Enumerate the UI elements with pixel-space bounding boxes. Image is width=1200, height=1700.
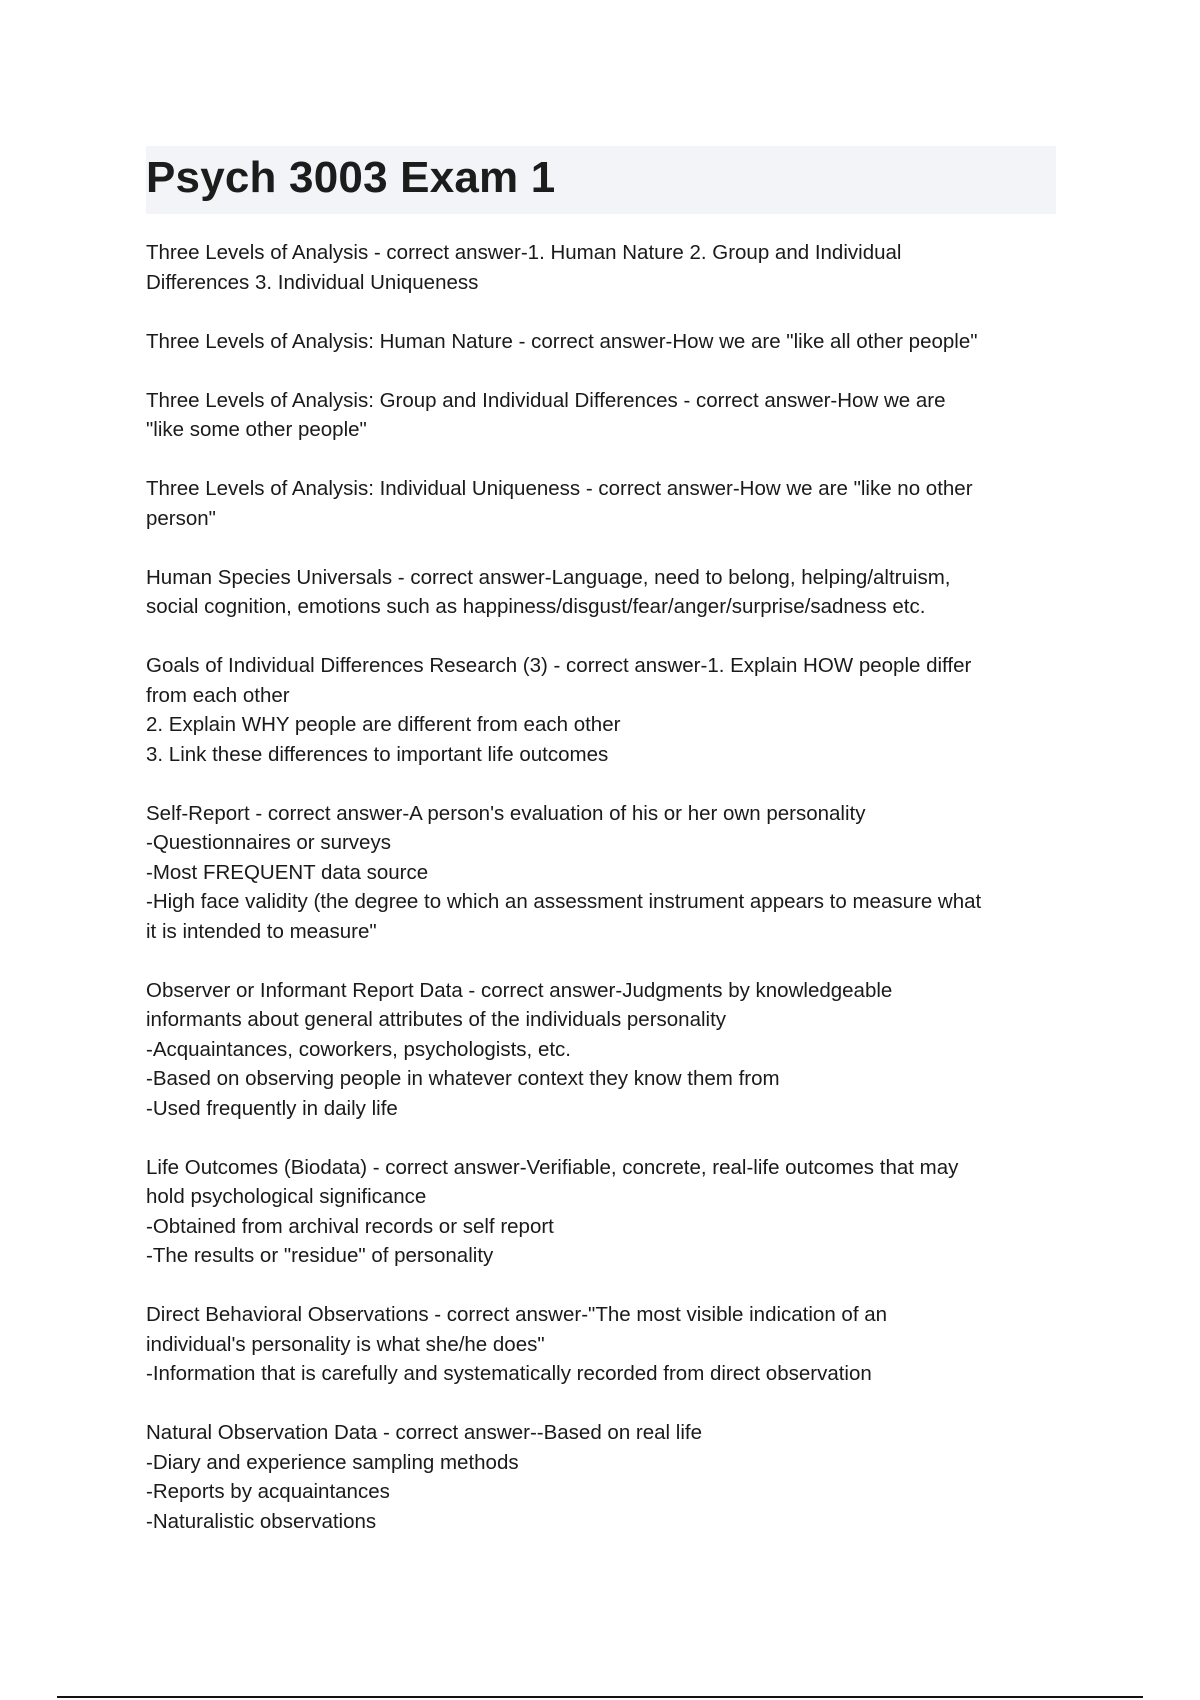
entry-line: Three Levels of Analysis: Individual Uniqueness - correct answer-How we are "like no other bbox=[146, 477, 973, 500]
entry-line: "like some other people" bbox=[146, 418, 367, 441]
entry-line: person" bbox=[146, 506, 216, 530]
entry-line: informants about general attributes of the individuals personality bbox=[146, 1008, 727, 1031]
entry-line: -The results or "residue" of personality bbox=[146, 1244, 494, 1267]
entry-line: Life Outcomes (Biodata) - correct answer-Verifiable, concrete, real-life outcomes that may bbox=[146, 1155, 959, 1179]
entry-line: -Used frequently in daily life bbox=[146, 1096, 398, 1120]
entry-line: social cognition, emotions such as happiness/disgust/fear/anger/surprise/sadness etc. bbox=[146, 595, 926, 618]
qa-entry bbox=[146, 1300, 1061, 1389]
entry-line: -Naturalistic observations bbox=[146, 1509, 377, 1533]
qa-entry bbox=[146, 563, 1061, 622]
entry-line: -Obtained from archival records or self report bbox=[146, 1214, 554, 1238]
entry-line: Differences 3. Individual Uniqueness bbox=[146, 270, 479, 294]
entry-line: Natural Observation Data - correct answer--Based on real life bbox=[146, 1421, 703, 1444]
qa-entry bbox=[146, 238, 1061, 297]
entry-line: -Information that is carefully and systematically recorded from direct observation bbox=[146, 1362, 872, 1385]
entry-line: Goals of Individual Differences Research (3) - correct answer-1. Explain HOW people differ bbox=[146, 654, 972, 677]
qa-entry bbox=[146, 976, 1061, 1124]
entry-line: from each other bbox=[146, 683, 290, 707]
entry-line: -Questionnaires or surveys bbox=[146, 831, 391, 854]
entry-line: -High face validity (the degree to which an assessment instrument appears to measure what bbox=[146, 890, 982, 913]
qa-entry bbox=[146, 327, 1061, 357]
entry-line: hold psychological significance bbox=[146, 1185, 427, 1208]
qa-entry bbox=[146, 799, 1061, 947]
entry-line: Three Levels of Analysis: Human Nature - correct answer-How we are "like all other people" bbox=[146, 329, 978, 353]
entry-line: -Most FREQUENT data source bbox=[146, 860, 429, 884]
entry-line: -Reports by acquaintances bbox=[146, 1480, 390, 1503]
entry-line: -Based on observing people in whatever context they know them from bbox=[146, 1067, 780, 1090]
footer-divider bbox=[57, 1696, 1143, 1698]
entry-line: 2. Explain WHY people are different from each other bbox=[146, 713, 621, 736]
entry-line: it is intended to measure" bbox=[146, 919, 377, 943]
entry-line: Self-Report - correct answer-A person's evaluation of his or her own personality bbox=[146, 801, 866, 825]
qa-entry bbox=[146, 651, 1061, 769]
entry-line: Three Levels of Analysis: Group and Individual Differences - correct answer-How we are bbox=[146, 388, 946, 412]
qa-entry bbox=[146, 1153, 1061, 1271]
entry-line: -Acquaintances, coworkers, psychologists, etc. bbox=[146, 1037, 571, 1061]
title-banner bbox=[146, 146, 1056, 214]
entry-line: -Diary and experience sampling methods bbox=[146, 1450, 519, 1474]
entry-line: individual's personality is what she/he does" bbox=[146, 1332, 545, 1356]
document-body bbox=[146, 238, 1061, 1566]
entry-line: 3. Link these differences to important life outcomes bbox=[146, 742, 609, 766]
entry-line: Direct Behavioral Observations - correct answer-"The most visible indication of an bbox=[146, 1303, 888, 1326]
qa-entry bbox=[146, 1418, 1061, 1536]
entry-line: Three Levels of Analysis - correct answer-1. Human Nature 2. Group and Individual bbox=[146, 241, 902, 264]
qa-entry bbox=[146, 386, 1061, 445]
entry-line: Observer or Informant Report Data - correct answer-Judgments by knowledgeable bbox=[146, 978, 893, 1002]
document-title: Psych 3003 Exam 1 bbox=[146, 153, 556, 202]
entry-line: Human Species Universals - correct answer-Language, need to belong, helping/altruism, bbox=[146, 565, 951, 589]
qa-entry bbox=[146, 474, 1061, 533]
